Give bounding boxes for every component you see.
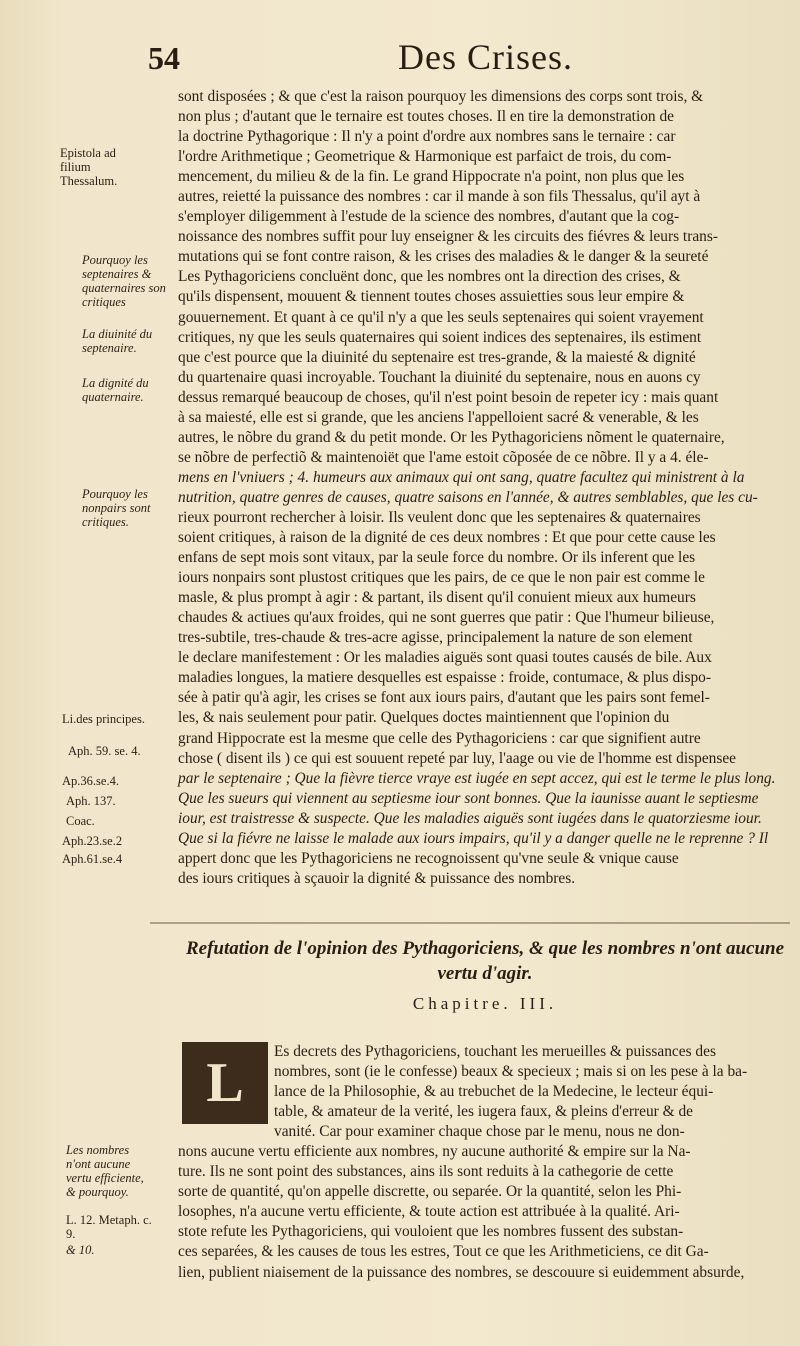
margin-note: L. 12. Metaph. c. 9.	[66, 1213, 152, 1241]
margin-note: Epistola ad filium Thessalum.	[60, 146, 118, 188]
text-line: losophes, n'a aucune vertu efficiente, & toute action est attribuée à la qualité. Ari-	[178, 1203, 680, 1221]
text-line: vanité. Car pour examiner chaque chose par le menu, nous ne don-	[274, 1123, 685, 1141]
margin-note: Pourquoy les septenaires & quaternaires son critiques	[82, 253, 166, 309]
text-line: nombres, sont (ie le confesse) beaux & specieux ; mais si on les pese à la ba-	[274, 1063, 748, 1081]
text-line: Es decrets des Pythagoriciens, touchant les merueilles & puissances des	[274, 1043, 716, 1060]
margin-note: Aph.23.se.2	[62, 834, 123, 848]
text-line: chaudes & actiues qu'aux froides, qui ne sont guerres que patir : Que l'humeur bilieuse,	[178, 609, 715, 627]
text-line: maladies longues, la matiere desquelles est espaisse : froide, contumace, & plus dispo-	[178, 669, 711, 687]
margin-note: Pourquoy les nonpairs sont critiques.	[82, 487, 151, 529]
text-line: nons aucune vertu efficiente aux nombres, ny aucune authorité & empire sur la Na-	[178, 1143, 691, 1161]
text-line: sont disposées ; & que c'est la raison pourquoy les dimensions des corps sont trois, &	[178, 88, 704, 105]
text-line: tres-subtile, tres-chaude & tres-acre agisse, principalement la nature de son element	[178, 629, 693, 647]
text-line: enfans de sept mois sont vitaux, par la seule force du nombre. Or ils inferent que les	[178, 549, 696, 567]
margin-note: Aph. 137.	[66, 794, 116, 808]
text-line: chose ( disent ils ) ce qui est souuent repeté par luy, l'aage ou vie de l'homme est dispensee	[178, 749, 737, 767]
text-line: ces separées, & les causes de tous les estres, Tout ce que les Arithmeticiens, ce dit Ga-	[178, 1243, 709, 1261]
text-line: critiques, ny que les seuls quaternaires qui soient indices des septenaires, ils estiment	[178, 328, 702, 346]
text-line: gouuernement. Et quant à ce qu'il n'y a que les seuls septenaires qui soient vrayement	[178, 308, 704, 326]
text-line: autres, reietté la puissance des nombres : car il mande à son fils Thessalus, qu'il ayt à	[178, 188, 701, 206]
text-line: iours nonpairs sont plustost critiques que les pairs, de ce que le non pair est comme le	[178, 569, 706, 587]
text-line: non plus ; d'autant que le ternaire est toutes choses. Il en tire la demonstration de	[178, 108, 674, 126]
text-line: se nõbre de perfectiõ & maintenoiët que l'ame estoit cõposée de ce nõbre. Il y a 4. éle-	[178, 448, 709, 466]
text-line: Que les sueurs qui viennent au septiesme iour sont bonnes. Que la iaunisse auant le septiesme	[178, 789, 759, 807]
text-line: s'employer diligemment à l'estude de la science des nombres, d'autant que la cog-	[178, 208, 680, 226]
section-divider	[150, 922, 790, 924]
chapter-number: Chapitre. III.	[412, 994, 558, 1013]
text-line: grand Hippocrate est la mesme que celle des Pythagoriciens : car que signifient autre	[178, 729, 701, 747]
text-line: noissance des nombres suffit pour luy enseigner & les circuits des fiévres & leurs trans-	[178, 228, 718, 246]
text-line: sorte de quantité, qu'on appelle discrette, ou separée. Or la quantité, selon les Phi-	[178, 1183, 682, 1201]
text-line: table, & amateur de la verité, les iugera faux, & pleins d'erreur & de	[274, 1103, 694, 1121]
text-line: du quartenaire quasi incroyable. Touchant la diuinité du septenaire, nous en auons cy	[178, 368, 701, 386]
text-line: Les Pythagoriciens concluënt donc, que les nombres ont la direction des crises, &	[178, 268, 681, 286]
text-line: lance de la Philosophie, & au trebuchet de la Medecine, le lecteur équi-	[274, 1083, 714, 1101]
margin-note: Coac.	[66, 814, 95, 828]
margin-note: Les nombres n'ont aucune vertu efficiente, & pourquoy.	[66, 1143, 144, 1199]
margin-note: La dignité du quaternaire.	[82, 376, 149, 404]
text-line: ture. Ils ne sont point des substances, ains ils sont reduits à la cathegorie de cette	[178, 1163, 674, 1181]
text-line: des iours critiques à sçauoir la dignité & puissance des nombres.	[178, 869, 576, 887]
chapter-heading	[178, 936, 792, 1014]
margin-note: La diuinité du septenaire.	[82, 327, 153, 355]
text-line: rieux pourront rechercher à loisir. Ils veulent donc que les septenaires & quaternaires	[178, 508, 701, 526]
text-line: appert donc que les Pythagoriciens ne recognoissent qu'vne seule & vnique cause	[178, 849, 679, 867]
text-line: mencement, du milieu & de la fin. Le grand Hippocrate n'a point, non plus que les	[178, 168, 685, 186]
margin-note: & 10.	[66, 1243, 95, 1257]
text-line: qu'ils dispensent, mouuent & tiennent toutes choses assuietties sous leur empire &	[178, 288, 685, 306]
text-line: à sa maiesté, elle est si grande, que les anciens l'appelloient sacré & venerable, & les	[178, 408, 699, 426]
text-line: le declare manifestement : Or les maladies aiguës sont quasi toutes causés de bile. Aux	[178, 649, 712, 667]
text-line: stote refute les Pythagoriciens, qui vouloient que les nombres fussent des substan-	[178, 1223, 684, 1241]
text-line: les, & nais seulement pour patir. Quelques doctes maintiennent que l'opinion du	[178, 709, 670, 727]
text-line: par le septenaire ; Que la fièvre tierce vraye est iugée en sept accez, qui est le terme le plus long.	[178, 769, 776, 787]
text-line: soient critiques, à raison de la dignité de ces deux nombres : Et que pour cette cause les	[178, 529, 716, 547]
chapter-text-block	[178, 1042, 792, 1283]
chapter-title: Refutation de l'opinion des Pythagoriciens, & que les nombres n'ont aucune vertu d'agir.	[185, 938, 785, 984]
main-text-block	[178, 87, 792, 889]
page-number: 54	[148, 40, 180, 76]
text-line: mens en l'vniuers ; 4. humeurs aux animaux qui ont sang, quatre facultez qui ministrent à la	[178, 468, 745, 486]
text-line: iour, est traistresse & suspecte. Que les maladies aiguës sont iugées dans le quatorziesme iour.	[178, 809, 762, 827]
text-line: mutations qui se font contre raison, & les crises des maladies & le danger & la seureté	[178, 248, 709, 266]
text-line: lien, publient niaisement de la puissance des nombres, se descouure si euidemment absurde,	[178, 1263, 745, 1281]
drop-cap-letter: L	[206, 1052, 244, 1114]
running-head: Des Crises.	[398, 37, 573, 77]
text-line: la doctrine Pythagorique : Il n'y a point d'ordre aux nombres sans le ternaire : car	[178, 128, 676, 146]
margin-note: Li.des principes.	[62, 712, 145, 726]
text-line: masle, & plus prompt à agir : & partant, ils disent qu'il conuient mieux aux humeurs	[178, 589, 696, 607]
text-line: dessus remarqué beaucoup de choses, qu'il n'est point besoin de repeter icy : mais quant	[178, 388, 719, 406]
text-line: sée à patir qu'à agir, les crises se font aux iours pairs, d'autant que les pairs sont femel-	[178, 689, 710, 707]
text-line: nutrition, quatre genres de causes, quatre saisons en l'année, & autres semblables, que les cu-	[178, 488, 758, 506]
margin-note: Ap.36.se.4.	[62, 774, 119, 788]
text-line: Que si la fiévre ne laisse le malade aux iours impairs, qu'il y a danger quelle ne le reprenne ? Il	[178, 829, 769, 847]
text-line: l'ordre Arithmetique ; Geometrique & Harmonique est parfaict de trois, du com-	[178, 148, 672, 166]
text-line: que c'est pource que la diuinité du septenaire est tres-grande, & la maiesté & dignité	[178, 348, 696, 366]
margin-note: Aph.61.se.4	[62, 852, 123, 866]
text-line: autres, le nõbre du grand & du petit monde. Or les Pythagoriciens nõment le quaternaire,	[178, 428, 725, 446]
margin-note: Aph. 59. se. 4.	[68, 744, 141, 758]
